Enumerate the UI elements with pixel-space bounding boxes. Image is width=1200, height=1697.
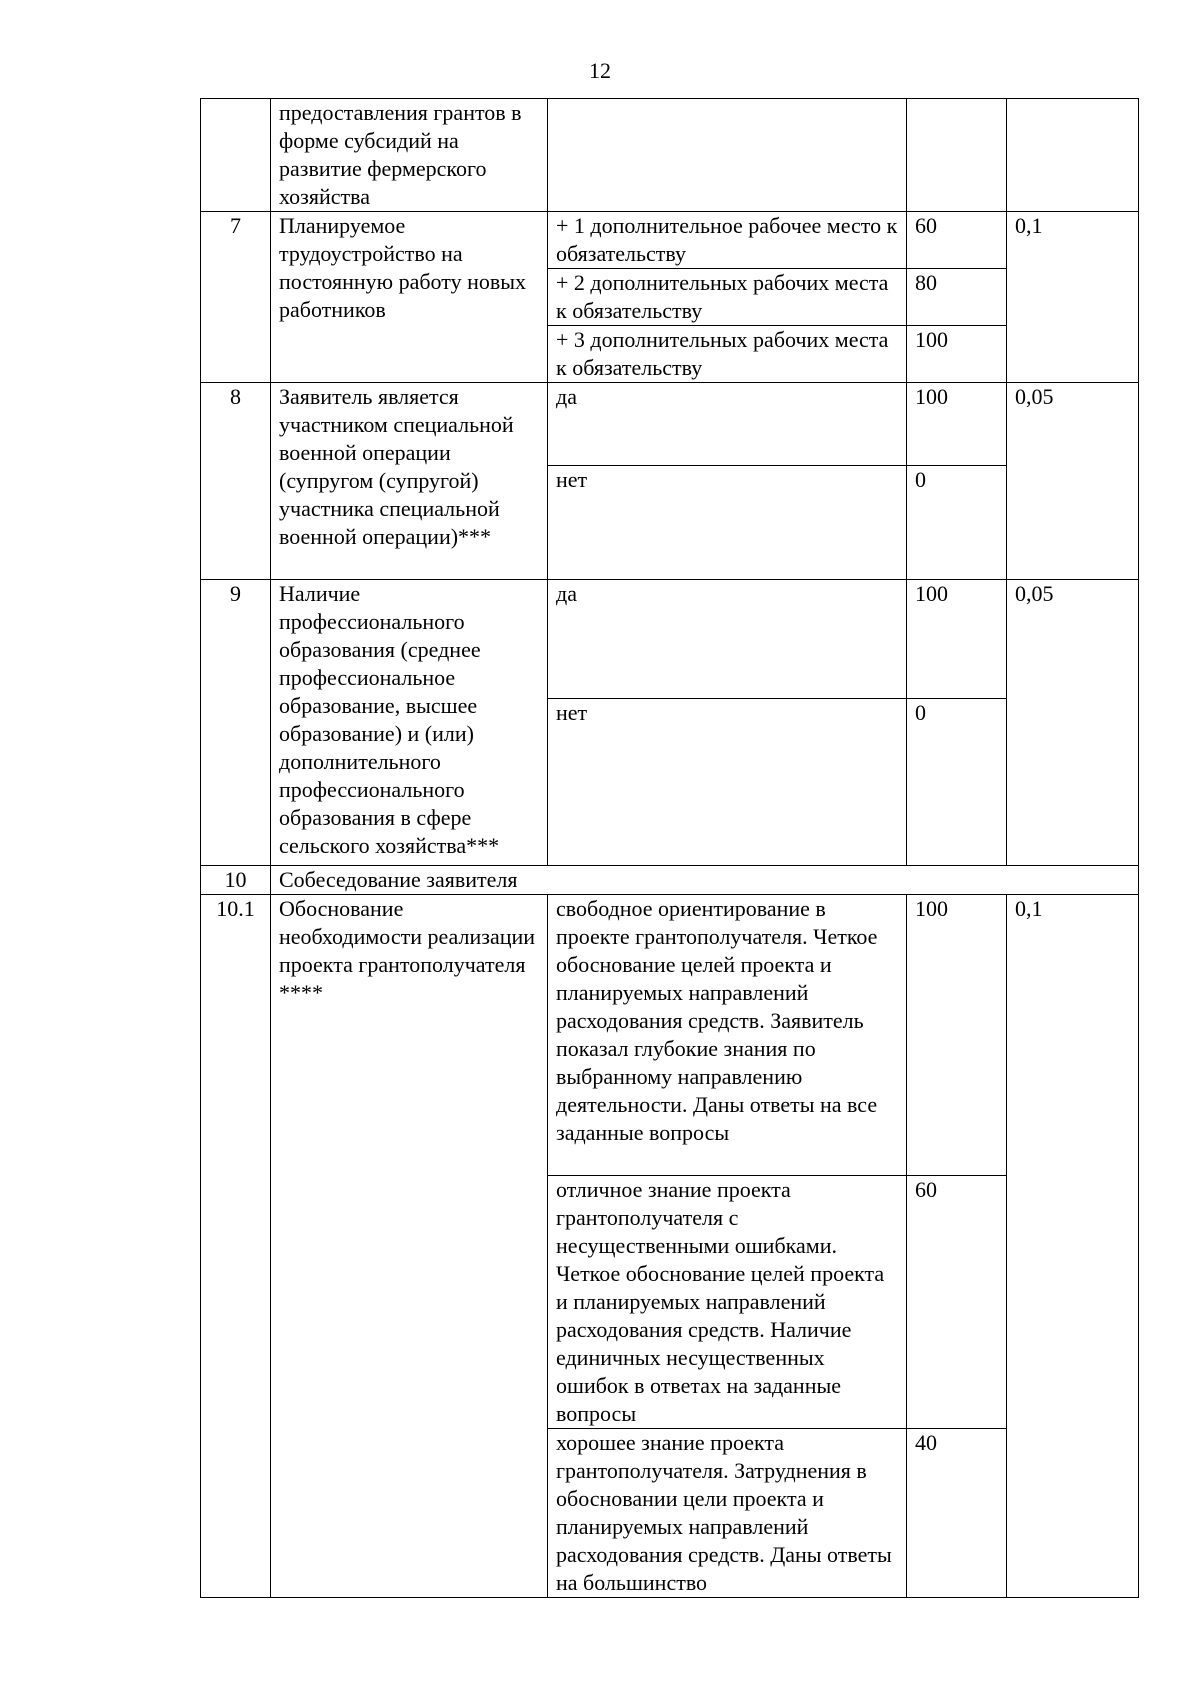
score-cell: 100 <box>907 580 1007 699</box>
table-row <box>201 895 1139 1176</box>
option-cell: хорошее знание проекта грантополучателя. Затруднения в обосновании цели проекта и планируемых направлений расходования средств. Даны ответы на большинство <box>548 1429 907 1598</box>
option-cell <box>548 99 907 212</box>
num-cell: 10.1 <box>201 895 271 1598</box>
criterion-cell: Заявитель является участником специальной военной операции (супругом (супругой) участника специальной военной операции)*** <box>271 383 548 580</box>
criterion-cell: Обоснование необходимости реализации проекта грантополучателя **** <box>271 895 548 1598</box>
score-cell: 100 <box>907 326 1007 383</box>
num-cell: 7 <box>201 212 271 383</box>
page-number: 12 <box>589 58 611 83</box>
score-cell: 100 <box>907 895 1007 1176</box>
score-cell: 0 <box>907 699 1007 866</box>
score-cell: 60 <box>907 212 1007 269</box>
option-cell: + 3 дополнительных рабочих места к обязательству <box>548 326 907 383</box>
option-cell: да <box>548 383 907 466</box>
option-cell: отличное знание проекта грантополучателя с несущественными ошибками. Четкое обоснование целей проекта и планируемых направлений расходования средств. Наличие единичных несущественных ошибок в ответах на заданные вопросы <box>548 1176 907 1429</box>
option-cell: нет <box>548 466 907 580</box>
score-cell: 80 <box>907 269 1007 326</box>
table-row <box>201 212 1139 269</box>
weight-cell: 0,05 <box>1007 383 1139 580</box>
table-row <box>201 866 1139 895</box>
num-cell: 10 <box>201 866 271 895</box>
score-cell: 100 <box>907 383 1007 466</box>
option-cell: нет <box>548 699 907 866</box>
option-cell: + 2 дополнительных рабочих места к обязательству <box>548 269 907 326</box>
criterion-cell: Планируемое трудоустройство на постоянную работу новых работников <box>271 212 548 383</box>
score-cell: 0 <box>907 466 1007 580</box>
weight-cell: 0,05 <box>1007 580 1139 866</box>
criterion-cell: Наличие профессионального образования (среднее профессиональное образование, высшее образование) и (или) дополнительного профессионального образования в сфере сельского хозяйства*** <box>271 580 548 866</box>
option-cell: свободное ориентирование в проекте грантополучателя. Четкое обоснование целей проекта и планируемых направлений расходования средств. Заявитель показал глубокие знания по выбранному направлению деятельности. Даны ответы на все заданные вопросы <box>548 895 907 1176</box>
score-cell <box>907 99 1007 212</box>
num-cell: 9 <box>201 580 271 866</box>
score-cell: 60 <box>907 1176 1007 1429</box>
num-cell: 8 <box>201 383 271 580</box>
option-cell: + 1 дополнительное рабочее место к обязательству <box>548 212 907 269</box>
table-row <box>201 383 1139 466</box>
criteria-table <box>200 98 1139 1598</box>
weight-cell <box>1007 99 1139 212</box>
table-row <box>201 580 1139 699</box>
table-row <box>201 99 1139 212</box>
weight-cell: 0,1 <box>1007 212 1139 383</box>
weight-cell: 0,1 <box>1007 895 1139 1598</box>
criterion-cell: предоставления грантов в форме субсидий на развитие фермерского хозяйства <box>271 99 548 212</box>
num-cell <box>201 99 271 212</box>
option-cell: да <box>548 580 907 699</box>
section-title-cell: Собеседование заявителя <box>271 866 1139 895</box>
score-cell: 40 <box>907 1429 1007 1598</box>
